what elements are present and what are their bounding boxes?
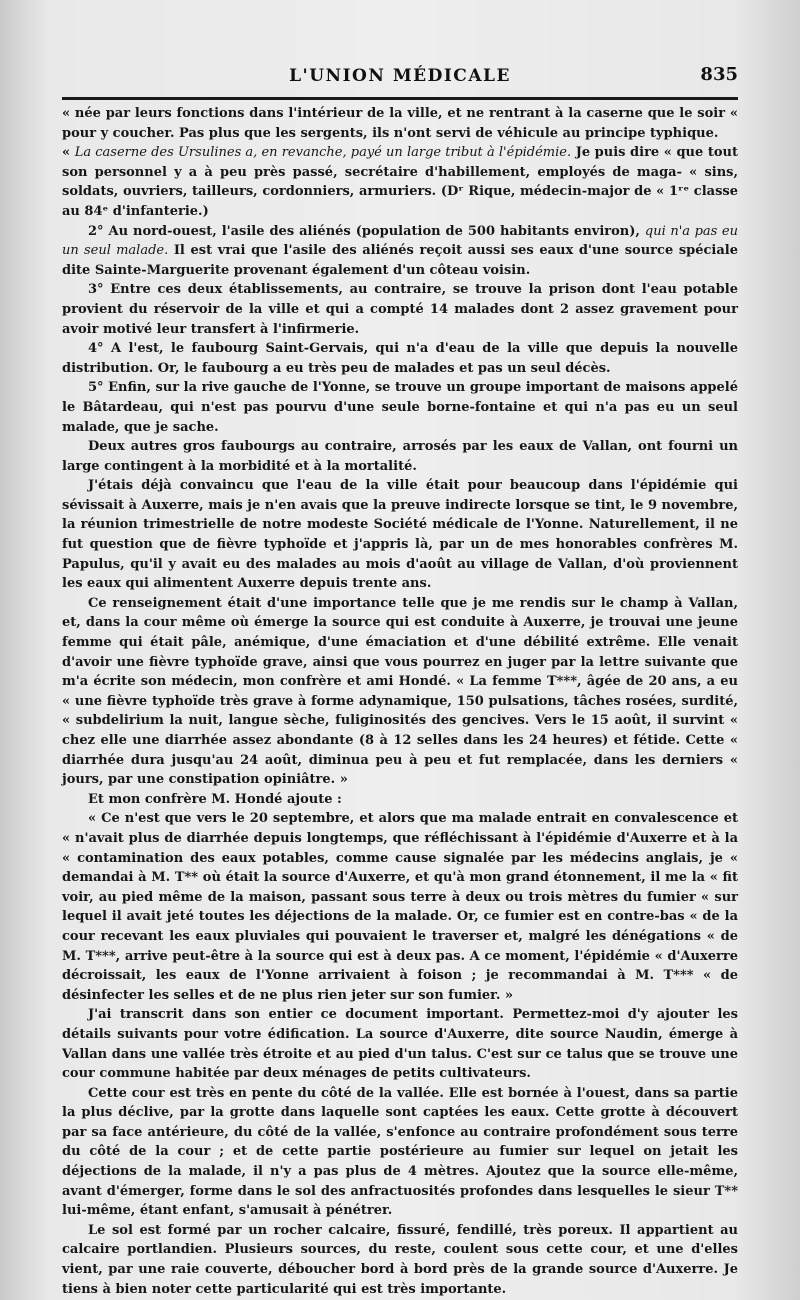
running-title: L'UNION MÉDICALE xyxy=(289,66,511,86)
page-number: 835 xyxy=(700,64,738,85)
paragraph-text: Je puis dire « que tout son personnel y a à peu près passé, secrétaire d'habillement, employés de maga- « sins, soldats, ouvriers, tailleurs, cordonniers, armuriers. (Dʳ Rique, médecin-major de « 1ʳᵉ classe au 84ᵉ d'infanterie.) xyxy=(62,145,738,219)
paragraph xyxy=(62,222,738,281)
paragraph-text: Il est vrai que l'asile des aliénés reçoit aussi ses eaux d'une source spéciale dite Sainte-Marguerite provenant également d'un côteau voisin. xyxy=(62,243,738,278)
quoted-letter: « Ce n'est que vers le 20 septembre, et alors que ma malade entrait en convalescence et « n'avait plus de diarrhée depuis longtemps, que réfléchissant à l'épidémie d'Auxerre et à la « contamination des eaux potables, comme cause signalée par les médecins anglais, je « demandai à M. T** où était la source d'Auxerre, et qu'à mon grand étonnement, il me la « fit voir, au pied même de la maison, passant sous terre à deux ou trois mètres du fumier « sur lequel il avait jeté toutes les déjections de la malade. Or, ce fumier est en contre-bas « de la cour recevant les eaux pluviales qui pouvaient le traverser et, malgré les dénégations « de M. T***, arrive peut-être à la source qui est à deux pas. A ce moment, l'épidémie « d'Auxerre décroissait, les eaux de l'Yonne arrivaient à foison ; je recommandai à M. T*** « de désinfecter les selles et de ne plus rien jeter sur son fumier. » xyxy=(62,811,738,1003)
paragraph: J'ai transcrit dans son entier ce document important. Permettez-moi d'y ajouter les détails suivants pour votre édification. La source d'Auxerre, dite source Naudin, émerge à Vallan dans une vallée très étroite et au pied d'un talus. C'est sur ce talus que se trouve une cour commune habitée par deux ménages de petits cultivateurs. xyxy=(62,1007,738,1082)
paragraph: 3° Entre ces deux établissements, au contraire, se trouve la prison dont l'eau potable provient du réservoir de la ville et qui a compté 14 malades dont 2 assez gravement pour avoir motivé leur transfert à l'infirmerie. xyxy=(62,282,738,337)
article-body xyxy=(62,104,738,1299)
italic-emphasis: La caserne des Ursulines a, en revanche, payé un large tribut à l'épidémie. xyxy=(74,145,572,161)
paragraph: 4° A l'est, le faubourg Saint-Gervais, qui n'a d'eau de la ville que depuis la nouvelle distribution. Or, le faubourg a eu très peu de malades et pas un seul décès. xyxy=(62,341,738,376)
paragraph: J'étais déjà convaincu que l'eau de la ville était pour beaucoup dans l'épidémie qui sévissait à Auxerre, mais je n'en avais que la preuve indirecte lorsque se tint, le 9 novembre, la réunion trimestrielle de notre modeste Société médicale de l'Yonne. Naturellement, il ne fut question que de fièvre typhoïde et j'appris là, par un de mes honorables confrères M. Papulus, qu'il y avait eu des malades au mois d'août au village de Vallan, d'où proviennent les eaux qui alimentent Auxerre depuis trente ans. xyxy=(62,478,738,592)
paragraph: Le sol est formé par un rocher calcaire, fissuré, fendillé, très poreux. Il appartient au calcaire portlandien. Plusieurs sources, du reste, coulent sous cette cour, et une d'elles vient, par une raie couverte, déboucher bord à bord près de la grande source d'Auxerre. Je tiens à bien noter cette particularité qui est très importante. xyxy=(62,1222,738,1297)
paragraph: Et mon confrère M. Hondé ajoute : xyxy=(88,791,342,807)
page-header xyxy=(62,64,738,90)
header-rule xyxy=(62,97,738,100)
paragraph: Deux autres gros faubourgs au contraire, arrosés par les eaux de Vallan, ont fourni un large contingent à la morbidité et à la mortalité. xyxy=(62,439,738,474)
paragraph: Ce renseignement était d'une importance telle que je me rendis sur le champ à Vallan, et, dans la cour même où émerge la source qui est conduite à Auxerre, je trouvai une jeune femme qui était pâle, anémique, d'une émaciation et d'une débilité extrême. Elle venait d'avoir une fièvre typhoïde grave, ainsi que vous pourrez en juger par la lettre suivante que m'a écrite son médecin, mon confrère et ami Hondé. « La femme T***, âgée de 20 ans, a eu « une fièvre typhoïde très grave à forme adynamique, 150 pulsations, tâches rosées, surdité, « subdelirium la nuit, langue sèche, fuliginosités des gencives. Vers le 15 août, il survint « chez elle une diarrhée assez abondante (8 à 12 selles dans les 24 heures) et fétide. Cette « diarrhée dura jusqu'au 24 août, diminua peu à peu et fut remplacée, dans les derniers « jours, par une constipation opiniâtre. » xyxy=(62,595,738,788)
paragraph: 5° Enfin, sur la rive gauche de l'Yonne, se trouve un groupe important de maisons appelé le Bâtardeau, qui n'est pas pourvu d'une seule borne-fontaine et qui n'a pas eu un seul malade, que je sache. xyxy=(62,380,738,435)
italic-emphasis: qui n'a pas eu un seul malade. xyxy=(62,223,738,259)
paragraph xyxy=(62,143,738,221)
paragraph-text: « xyxy=(62,145,75,161)
paragraph: « née par leurs fonctions dans l'intérieur de la ville, et ne rentrant à la caserne que le soir « pour y coucher. Pas plus que les sergents, ils n'ont servi de véhicule au principe typhique. xyxy=(62,106,738,141)
paragraph-text: 2° Au nord-ouest, l'asile des aliénés (population de 500 habitants environ), xyxy=(88,223,645,239)
paragraph: Cette cour est très en pente du côté de la vallée. Elle est bornée à l'ouest, dans sa partie la plus déclive, par la grotte dans laquelle sont captées les eaux. Cette grotte à découvert par sa face antérieure, du côté de la vallée, s'enfonce au contraire profondément sous terre du côté de la cour ; et de cette partie postérieure au fumier sur lequel on jetait les déjections de la malade, il n'y a pas plus de 4 mètres. Ajoutez que la source elle-même, avant d'émerger, forme dans le sol des anfractuosités profondes dans lesquelles le sieur T** lui-même, étant enfant, s'amusait à pénétrer. xyxy=(62,1085,738,1219)
